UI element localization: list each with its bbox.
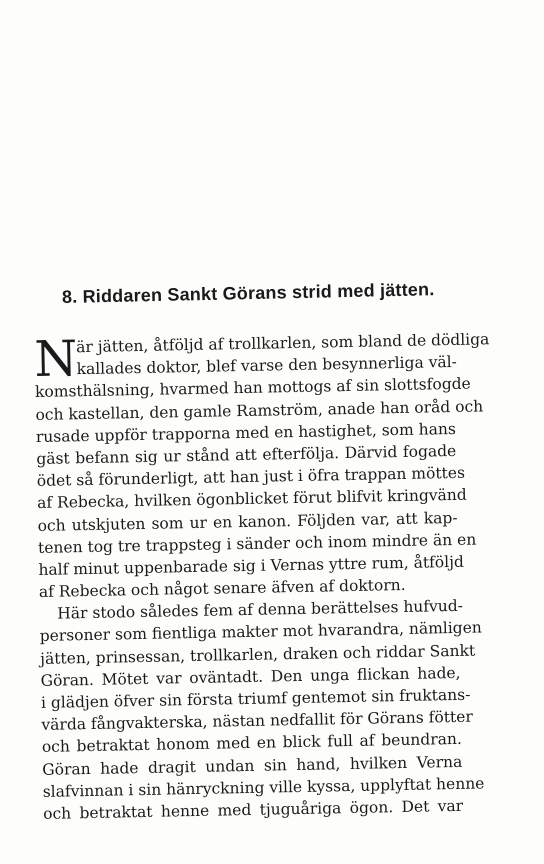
text-line: Här stodo således fem af denna berättelses hufvud-	[57, 597, 464, 623]
text-line: rusade uppför trapporna med en hastighet, som hans	[35, 419, 457, 446]
text-line: gäst befann sig ur stånd att efterfölja. Därvid fogade	[36, 441, 457, 468]
text-line: jätten, prinsessan, trollkarlen, draken och riddar Sankt	[40, 641, 476, 668]
text-line: slafvinnan i sin hänryckning ville kyssa, upplyftat henne	[42, 774, 485, 801]
text-line: och betraktat henne med tjuguåriga ögon. Det var	[42, 796, 464, 823]
text-line: af Rebecka, hvilken ögonblicket förut blifvit kringvänd	[37, 486, 467, 513]
chapter-body	[33, 329, 490, 825]
text-line: och utskjuten som ur en kanon. Följden var, att kap-	[37, 508, 458, 535]
text-line: half minut uppenbarade sig i Vernas yttre rum, åtföljd	[38, 552, 465, 579]
text-line: och kastellan, den gamle Ramström, anade han oråd och	[35, 396, 484, 424]
text-line: ödet så förunderligt, att han just i öfra trappan möttes	[36, 463, 466, 491]
chapter-title: 8. Riddaren Sankt Görans strid med jätten.	[61, 279, 435, 307]
text-line: i glädjen öfver sin första triumf gentemot sin fruktans-	[40, 685, 471, 712]
text-line: Göran. Mötet var oväntadt. Den unga flickan hade,	[40, 663, 461, 690]
text-line: och betraktat honom med en blick full af beundran.	[41, 730, 462, 757]
text-line: komsthälsning, hvarmed han mottogs af sin slottsfogde	[34, 375, 471, 402]
text-line: personer som fientliga makter mot hvarandra, nämligen	[39, 618, 482, 646]
text-line: är jätten, åtföljd af trollkarlen, som bland de dödliga	[76, 330, 490, 357]
text-line: värda fångvakterska, nästan nedfallit för Görans fötter	[41, 707, 473, 735]
text-line: af Rebecka och något senare äfven af doktorn.	[38, 575, 406, 602]
text-line: Göran hade dragit undan sin hand, hvilken Verna	[42, 752, 463, 779]
text-line: tenen tog tre trappsteg i sänder och inom mindre än en	[37, 530, 477, 557]
drop-cap: N	[33, 330, 78, 388]
text-line: kallades doktor, blef varse den besynnerliga väl-	[76, 353, 457, 379]
